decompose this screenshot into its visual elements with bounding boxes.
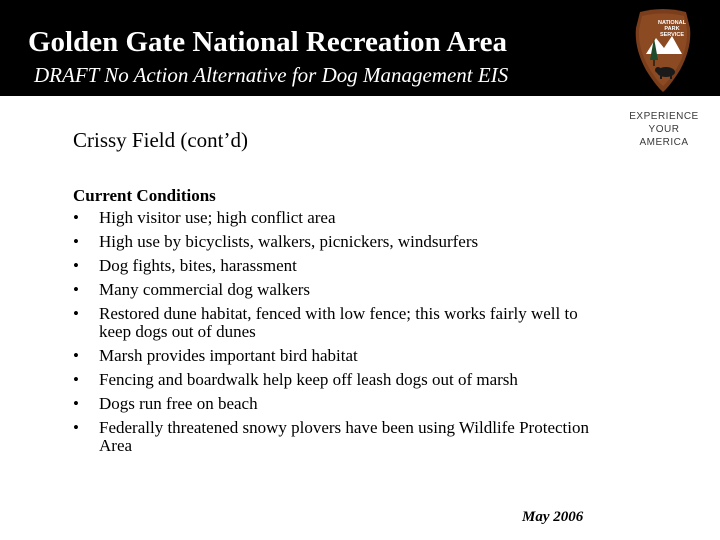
experience-your-america-slogan bbox=[614, 110, 714, 149]
list-item bbox=[73, 281, 603, 299]
bullet-text: Fencing and boardwalk help keep off leash dogs out of marsh bbox=[99, 370, 518, 389]
bullet-glyph: • bbox=[73, 280, 79, 299]
bullet-glyph: • bbox=[73, 256, 79, 275]
right-sidebar bbox=[612, 96, 720, 540]
presentation-subtitle: DRAFT No Action Alternative for Dog Management EIS bbox=[34, 63, 509, 87]
header-bar bbox=[0, 0, 720, 96]
footer-date: May 2006 bbox=[522, 509, 584, 525]
bullet-text: Many commercial dog walkers bbox=[99, 280, 311, 299]
bullet-text: Restored dune habitat, fenced with low fence; this works fairly well to keep dogs out of dunes bbox=[99, 304, 578, 341]
bullet-glyph: • bbox=[73, 370, 79, 389]
slogan-line-2: YOUR bbox=[648, 124, 680, 135]
list-item bbox=[73, 233, 603, 251]
bullet-text: Dog fights, bites, harassment bbox=[99, 256, 297, 275]
bullet-text: High visitor use; high conflict area bbox=[99, 208, 336, 227]
logo-text-park: PARK bbox=[664, 26, 680, 32]
list-item bbox=[73, 257, 603, 275]
presentation-title: Golden Gate National Recreation Area bbox=[28, 26, 507, 58]
slide-heading: Crissy Field (cont’d) bbox=[73, 128, 248, 152]
conditions-bullet-list bbox=[73, 209, 603, 461]
nps-arrowhead-logo bbox=[632, 8, 694, 92]
list-item bbox=[73, 305, 603, 341]
bullet-text: Dogs run free on beach bbox=[99, 394, 258, 413]
slogan-line-1: EXPERIENCE bbox=[629, 111, 699, 122]
list-item bbox=[73, 371, 603, 389]
section-label: Current Conditions bbox=[73, 186, 216, 205]
bullet-text: High use by bicyclists, walkers, picnickers, windsurfers bbox=[99, 232, 479, 251]
list-item bbox=[73, 419, 603, 455]
bullet-text: Federally threatened snowy plovers have been using Wildlife Protection Area bbox=[99, 418, 589, 455]
bullet-glyph: • bbox=[73, 394, 79, 413]
list-item bbox=[73, 209, 603, 227]
bullet-glyph: • bbox=[73, 304, 79, 323]
bullet-glyph: • bbox=[73, 346, 79, 365]
bullet-text: Marsh provides important bird habitat bbox=[99, 346, 358, 365]
list-item bbox=[73, 347, 603, 365]
bullet-glyph: • bbox=[73, 418, 79, 437]
bullet-glyph: • bbox=[73, 208, 79, 227]
bullet-glyph: • bbox=[73, 232, 79, 251]
logo-text-national: NATIONAL bbox=[657, 20, 687, 26]
slogan-line-3: AMERICA bbox=[639, 137, 689, 148]
logo-text-service: SERVICE bbox=[659, 32, 685, 38]
list-item bbox=[73, 395, 603, 413]
